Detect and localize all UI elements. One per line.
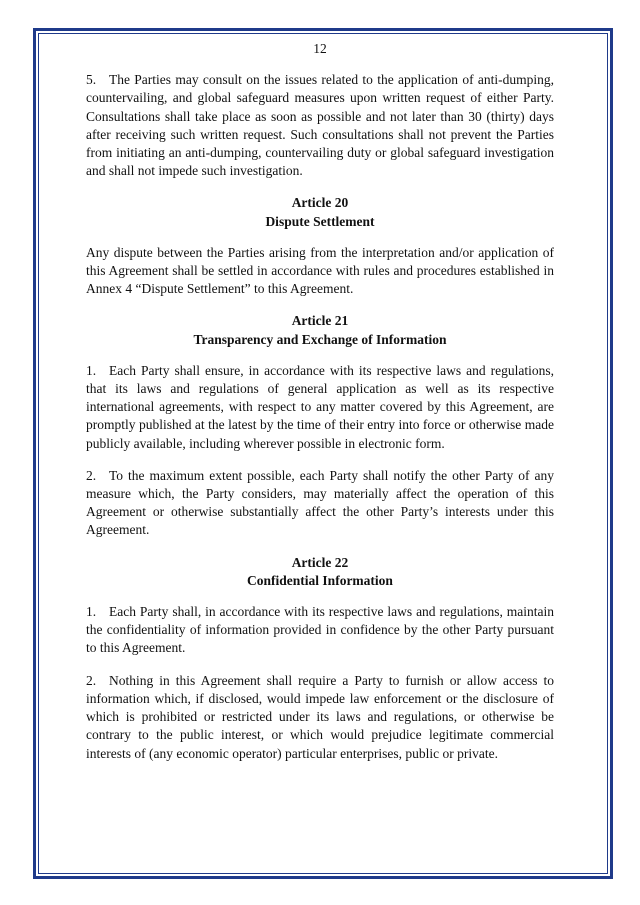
paragraph-text: Nothing in this Agreement shall require a Party to furnish or allow access to information which, if disclosed, would impede law enforcement or the disclosure of which is prohibited or restricted under its laws and regulations, or otherwise be contrary to the public interest, or which would prejudice legitimate commercial interests of (any economic operator) particular enterprises, public or private.	[86, 672, 554, 761]
article-21-paragraph-1	[86, 362, 554, 453]
article-22-paragraph-2	[86, 672, 554, 763]
paragraph-text: The Parties may consult on the issues related to the application of anti-dumping, countervailing, and global safeguard measures upon written request of either Party. Consultations shall take place as soon as possible and not later than 30 (thirty) days after receiving such written request. Such consultations shall not prevent the Parties from initiating an anti-dumping, countervailing duty or global safeguard investigation and shall not impede such investigation.	[86, 72, 554, 179]
article-21-paragraph-2	[86, 467, 554, 540]
paragraph-text: Each Party shall, in accordance with its respective laws and regulations, maintain the confidentiality of information provided in confidence by the other Party pursuant to this Agreement.	[86, 604, 554, 656]
article-number: Article 22	[291, 554, 349, 570]
paragraph-number: 2.	[86, 467, 97, 483]
paragraph-number: 2.	[86, 672, 97, 688]
article-20-text: Any dispute between the Parties arising from the interpretation and/or application of this Agreement shall be settled in accordance with rules and procedures established in Annex 4 “Dispute Settlement” to this Agreement.	[86, 244, 554, 297]
article-title: Confidential Information	[247, 572, 393, 588]
document-body	[86, 40, 554, 763]
paragraph-text: To the maximum extent possible, each Party shall notify the other Party of any measure which, the Party considers, may materially affect the operation of this Agreement or otherwise substantially affect the other Party’s interests under this Agreement.	[86, 467, 554, 538]
paragraph-text: Each Party shall ensure, in accordance with its respective laws and regulations, that its laws and regulations of general application as well as its respective international agreements, with respect to any matter covered by this Agreement, are promptly published at the latest by the time of their entry into force or otherwise made publicly available, including wherever possible in electronic form.	[86, 362, 554, 451]
paragraph-number: 1.	[86, 604, 97, 620]
article-20-heading	[86, 194, 554, 230]
article-22-paragraph-1	[86, 603, 554, 658]
article-title: Dispute Settlement	[265, 213, 375, 229]
article-number: Article 21	[291, 313, 349, 329]
article-title: Transparency and Exchange of Information	[193, 331, 447, 347]
paragraph-number: 1.	[86, 362, 97, 378]
article-22-heading	[86, 554, 554, 590]
page-number: 12	[313, 41, 327, 56]
article-21-heading	[86, 312, 554, 348]
article-number: Article 20	[291, 195, 349, 211]
paragraph-5	[86, 71, 554, 180]
paragraph-number: 5.	[86, 72, 97, 88]
